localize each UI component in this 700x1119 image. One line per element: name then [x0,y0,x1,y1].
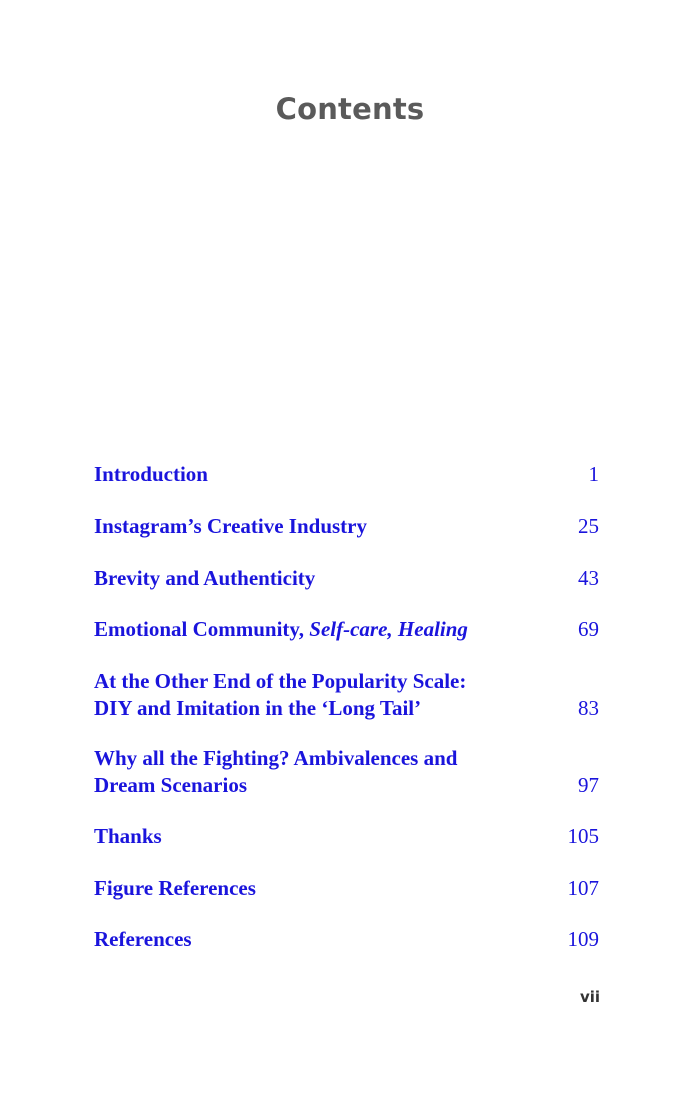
toc-entry-title: Brevity and Authenticity [94,566,316,590]
toc-entry-page: 83 [578,696,599,720]
toc-entry-page: 107 [567,876,599,900]
toc-entry-page: 109 [567,927,599,951]
toc-entry-other-end-popularity-scale[interactable] [94,668,599,722]
toc-entry-title: Thanks [94,824,162,848]
toc-entry-page: 25 [578,514,599,538]
toc-entry-title: Introduction [94,462,208,486]
toc-entry-page: 43 [578,566,599,590]
toc-entry-title-line-1: Why all the Fighting? Ambivalences and [94,746,458,770]
toc-entry-title: References [94,927,192,951]
toc-entry-instagrams-creative-industry[interactable] [94,513,599,540]
toc-entry-brevity-and-authenticity[interactable] [94,565,599,592]
toc-entry-title-line-1: At the Other End of the Popularity Scale: [94,669,467,693]
table-of-contents [94,0,599,1119]
page-title: Contents [275,92,425,126]
toc-entry-title-line-2: DIY and Imitation in the ‘Long Tail’ [94,696,422,720]
toc-entry-title [94,668,514,722]
toc-entry-page: 105 [567,824,599,848]
toc-entry-emotional-community[interactable] [94,616,599,643]
toc-entry-title-line-2: Dream Scenarios [94,773,247,797]
page-number: vii [579,988,600,1006]
toc-entry-why-all-the-fighting[interactable] [94,745,599,799]
toc-entry-page: 69 [578,617,599,641]
toc-entry-page: 97 [578,773,599,797]
toc-entry-figure-references[interactable] [94,875,599,902]
toc-entry-page: 1 [588,462,599,486]
toc-entry-title-roman: Emotional Community, [94,617,310,641]
toc-entry-title: Instagram’s Creative Industry [94,514,367,538]
toc-entry-title [94,616,514,643]
toc-entry-title [94,745,514,799]
toc-entry-thanks[interactable] [94,823,599,850]
toc-entry-introduction[interactable] [94,461,599,488]
toc-entry-title: Figure References [94,876,256,900]
toc-entry-title-italic: Self-care, Healing [309,617,468,641]
toc-entry-references[interactable] [94,926,599,953]
